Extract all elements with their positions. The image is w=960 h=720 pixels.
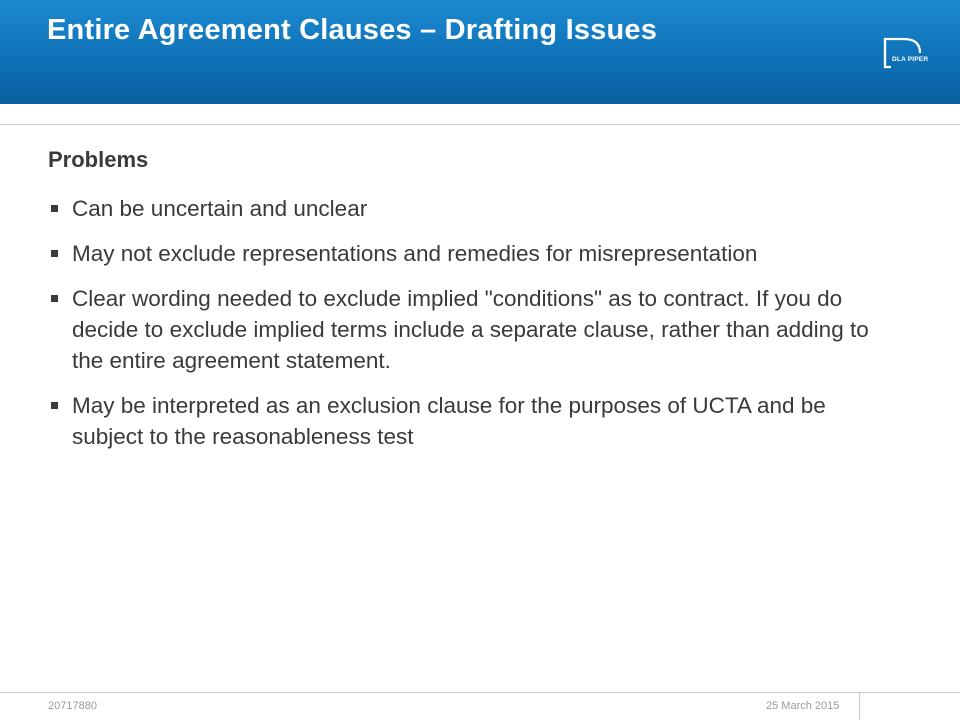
bullet-list xyxy=(48,193,898,466)
bullet-text: May be interpreted as an exclusion clause for the purposes of UCTA and be subject to the reasonableness test xyxy=(72,393,826,449)
section-heading: Problems xyxy=(48,147,149,172)
dla-piper-logo xyxy=(882,36,934,70)
bullet-item xyxy=(48,390,898,452)
document-number: 20717880 xyxy=(48,700,97,712)
square-bullet-icon xyxy=(51,295,58,302)
square-bullet-icon xyxy=(51,205,58,212)
header-divider xyxy=(0,124,960,125)
square-bullet-icon xyxy=(51,250,58,257)
slide-date: 25 March 2015 xyxy=(766,700,840,712)
logo-mark-icon xyxy=(882,36,934,70)
bullet-item xyxy=(48,283,898,376)
title-banner xyxy=(0,0,960,104)
bullet-item xyxy=(48,238,898,269)
bullet-item xyxy=(48,193,898,224)
footer-separator xyxy=(859,692,860,720)
square-bullet-icon xyxy=(51,402,58,409)
bullet-text: May not exclude representations and remedies for misrepresentation xyxy=(72,241,758,266)
bullet-text: Clear wording needed to exclude implied "conditions" as to contract. If you do decide to exclude implied terms include a separate clause, rather than adding to the entire agreement statement. xyxy=(72,286,869,373)
logo-wordmark: DLA PIPER xyxy=(892,56,929,63)
banner-divider xyxy=(0,104,960,110)
slide-title: Entire Agreement Clauses – Drafting Issues xyxy=(47,14,658,46)
bullet-text: Can be uncertain and unclear xyxy=(72,196,368,221)
footer-divider xyxy=(0,692,960,693)
